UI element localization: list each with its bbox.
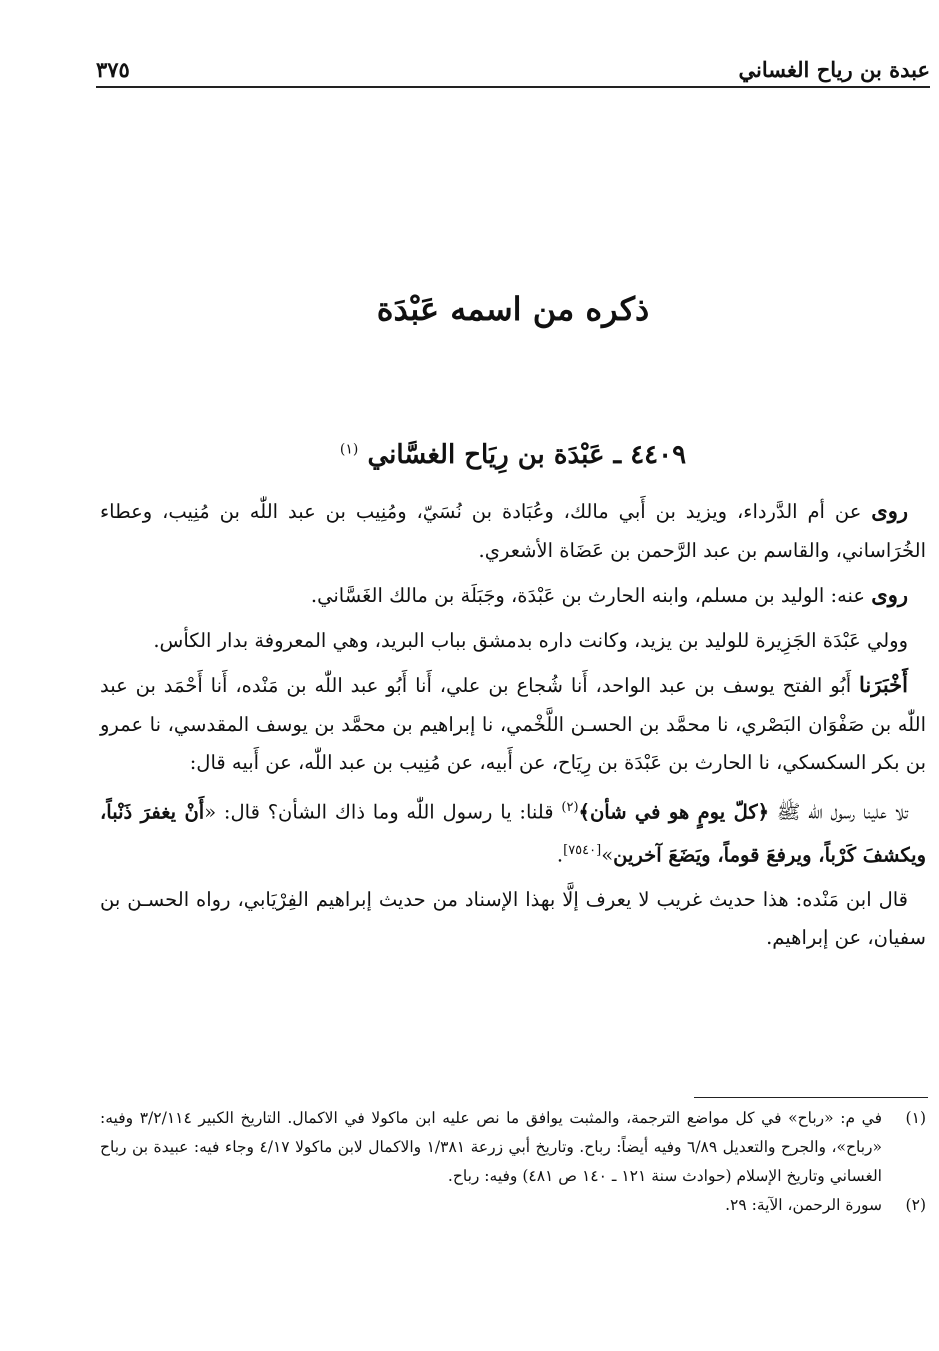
footnotes	[100, 1104, 926, 1220]
page-number: ٣٧٥	[96, 57, 130, 82]
hadith-intro: تلا علينا رسول اللّٰه ﷺ	[769, 800, 908, 823]
paragraph-text: أَبُو الفتح يوسف بن عبد الواحد، أَنا شُجاع بن علي، أَنا أَبُو عبد اللّٰه بن مَنْده، أَنا أَحْمَد بن عبد اللّٰه بن صَفْوَان البَصْري، نا محمَّد بن الحسـن اللَّخْمي، نا إبراهيم بن محمَّد بن يوسف المقدسي، نا عمرو بن بكر السكسكي، نا الحارث بن عَبْدَة بن رِيَاح، عن أَبيه، عن مُنِيب بن عبد اللّٰه، عن أَبيه قال:	[100, 674, 926, 774]
entry-heading	[96, 440, 930, 470]
paragraph-lead: روى	[871, 498, 908, 523]
hadith-close-quote: »	[601, 843, 614, 866]
paragraph-text: عن أم الدَّرداء، ويزيد بن أَبي مالك، وعُبَادة بن نُسَيّ، ومُنِيب بن عبد اللّٰه بن مُنِيب، وعطاء الخُرَاساني، والقاسم بن عبد الرَّحمن بن عَضَاة الأشعري.	[100, 500, 926, 562]
paragraph-hadith	[100, 789, 926, 875]
paragraph-narrated-from	[100, 492, 926, 570]
entry-title: ٤٤٠٩ ـ عَبْدَة بن رِيَاح الغسَّاني	[367, 440, 687, 470]
paragraph-grading	[100, 881, 926, 958]
hadith-end: .	[556, 843, 564, 866]
quran-verse: ﴿كلّ يومٍ هو في شأن﴾	[578, 800, 770, 823]
paragraph-biography	[100, 622, 926, 661]
paragraph-lead: روى	[871, 582, 908, 607]
paragraph-text: وولي عَبْدَة الجَزِيرة للوليد بن يزيد، وكانت داره بدمشق بباب البريد، وهي المعروفة بدار الكأس.	[153, 628, 908, 652]
footnote-ref-2: (٢)	[561, 799, 579, 815]
body-text	[100, 492, 926, 964]
footnote-item	[100, 1104, 926, 1191]
running-header	[96, 48, 930, 88]
paragraph-lead: أَخْبَرَنا	[859, 672, 908, 697]
entry-footnote-ref: (١)	[339, 441, 359, 458]
footnote-item	[100, 1191, 926, 1220]
footnote-text: في م: «رباح» في كل مواضع الترجمة، والمثبت يوافق ما نص عليه ابن ماكولا في الاكمال. التاريخ الكبير ٣/٢/١١٤ وفيه: «رباح»، والجرح والتعديل ٦/٨٩ وفيه أيضاً: رباح. وتاريخ أبي زرعة ١/٣٨١ والاكمال لابن ماكولا ٤/١٧ وجاء فيه: عبيدة بن رباح الغساني وتاريخ الإسلام (حوادث سنة ١٢١ ـ ١٤٠ ص ٤٨١) وفيه: رباح.	[100, 1109, 883, 1185]
paragraph-text: قال ابن مَنْده: هذا حديث غريب لا يعرف إلَّا بهذا الإسناد من حديث إبراهيم الفِرْيَابي، رواه الحسـن بن سفيان، عن إبراهيم.	[100, 887, 926, 949]
paragraph-isnad	[100, 666, 926, 783]
paragraph-text: عنه: الوليد بن مسلم، وابنه الحارث بن عَبْدَة، وجَبَلَة بن مالك الغَسَّاني.	[310, 584, 872, 607]
hadith-question: قلنا: يا رسول اللّٰه وما ذاك الشأن؟ قال: «	[204, 800, 562, 823]
paragraph-narrated-by	[100, 576, 926, 616]
hadith-number: [٧٥٤٠]	[563, 842, 602, 858]
footnote-number: (٢)	[905, 1196, 926, 1214]
footnote-text: سورة الرحمن، الآية: ٢٩.	[725, 1196, 882, 1214]
hadith-text: أَنْ يغفرَ ذَنْباً، ويكشفَ كَرْباً، ويرفعَ قوماً، ويَضَعَ آخرين	[100, 800, 926, 866]
section-heading: ذكره من اسمه عَبْدَة	[376, 290, 650, 328]
footnote-number: (١)	[905, 1109, 926, 1127]
footnote-divider	[694, 1097, 928, 1098]
running-title: عبدة بن رياح الغساني	[738, 57, 930, 82]
